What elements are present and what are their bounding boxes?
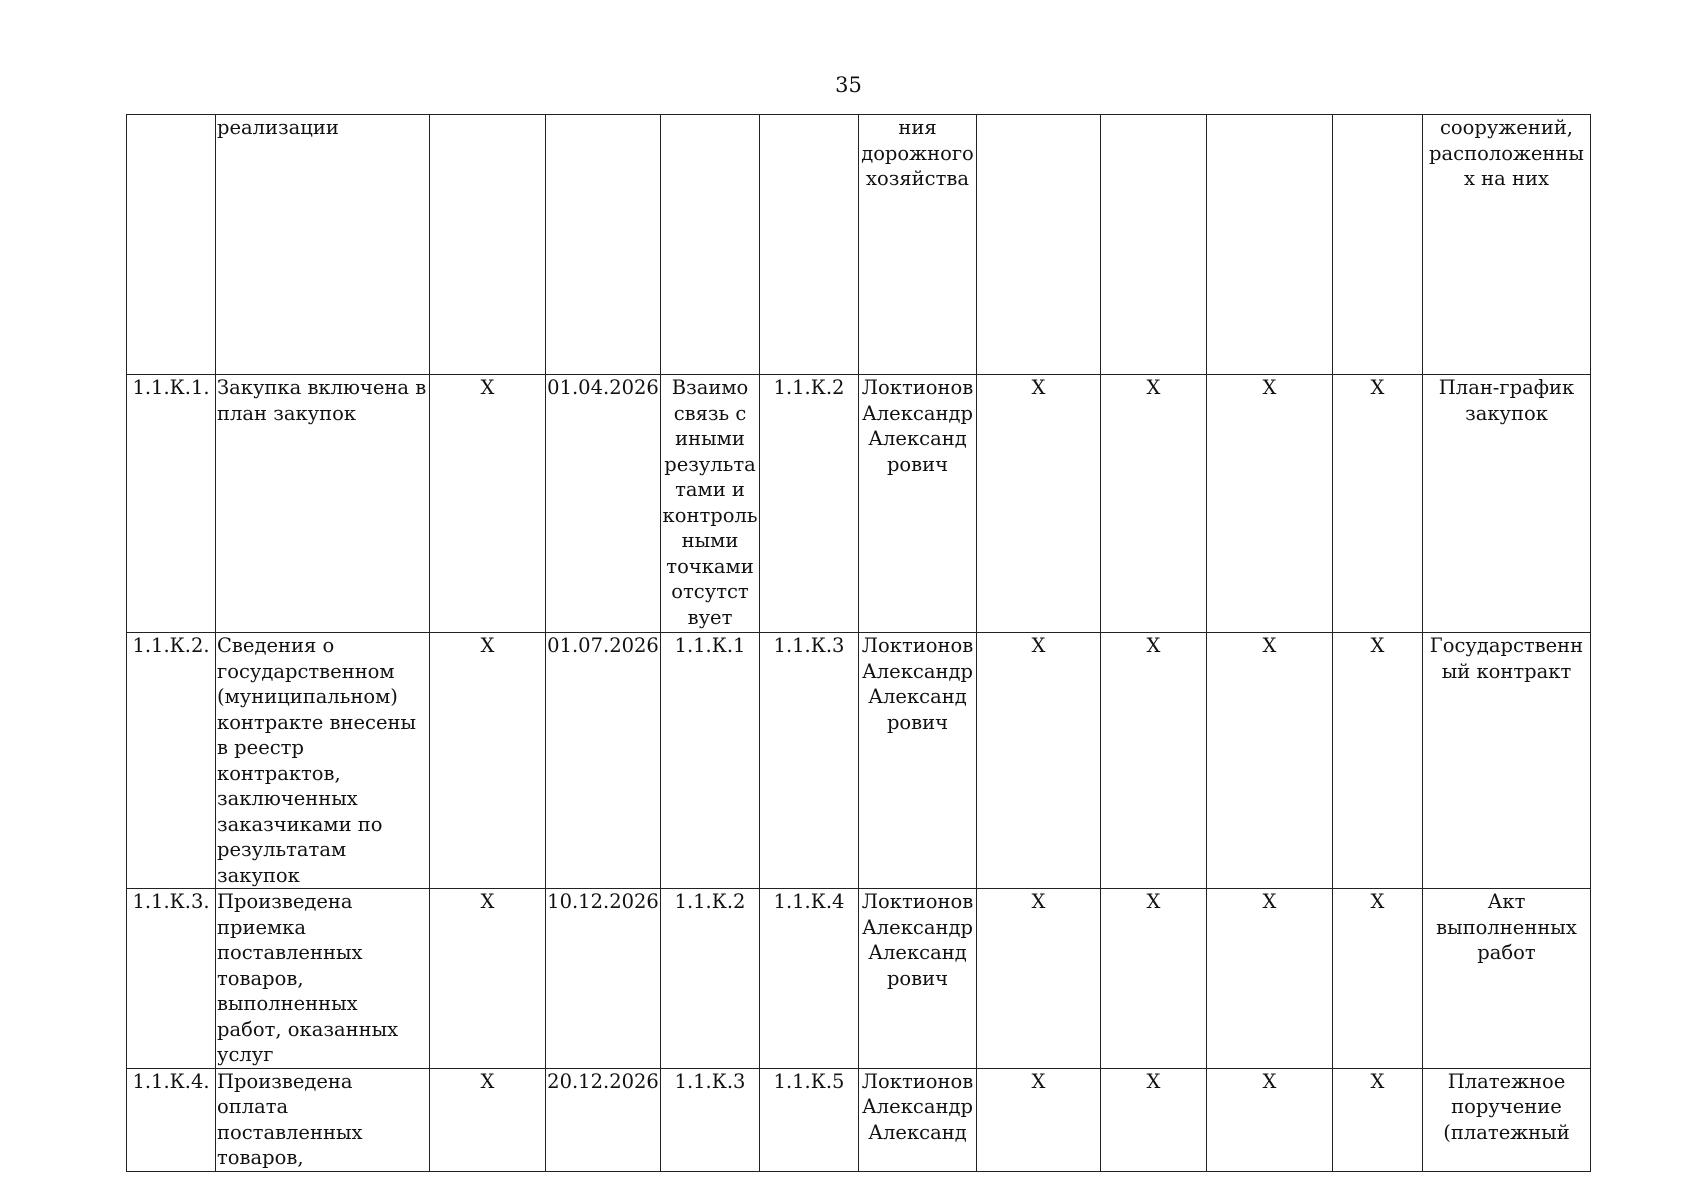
cell-col8: X — [977, 375, 1101, 633]
cell-document: сооружений, расположенных на них — [1423, 115, 1591, 375]
cell-col9: X — [1101, 889, 1207, 1069]
page-number: 35 — [835, 73, 862, 97]
cell-col11: X — [1333, 633, 1423, 889]
cell-col11: X — [1333, 1068, 1423, 1171]
cell-predecessor: Взаимо связь с иными результа тами и контроль ными точками отсутст вует — [661, 375, 760, 633]
cell-date — [546, 115, 661, 375]
cell-responsible: Локтионов Александр Александ рович — [859, 375, 977, 633]
cell-col10: X — [1207, 633, 1333, 889]
cell-date: 20.12.2026 — [546, 1068, 661, 1171]
cell-name: Закупка включена в план закупок — [216, 375, 430, 633]
cell-document: Государственный контракт — [1423, 633, 1591, 889]
cell-responsible: Локтионов Александр Александ рович — [859, 889, 977, 1069]
cell-number: 1.1.К.1. — [127, 375, 216, 633]
cell-col8: X — [977, 1068, 1101, 1171]
cell-col11: X — [1333, 889, 1423, 1069]
cell-responsible: Локтионов Александр Александ — [859, 1068, 977, 1171]
cell-col3 — [430, 115, 546, 375]
cell-col9: X — [1101, 633, 1207, 889]
cell-number: 1.1.К.3. — [127, 889, 216, 1069]
table-row — [127, 633, 1591, 889]
cell-predecessor: 1.1.К.2 — [661, 889, 760, 1069]
cell-col9 — [1101, 115, 1207, 375]
cell-name: реализации — [216, 115, 430, 375]
cell-date: 01.07.2026 — [546, 633, 661, 889]
cell-col11: X — [1333, 375, 1423, 633]
cell-col9: X — [1101, 375, 1207, 633]
cell-successor: 1.1.К.4 — [760, 889, 859, 1069]
table-row — [127, 375, 1591, 633]
cell-name: Сведения о государственном (муниципальном) контракте внесены в реестр контрактов, заключенных заказчиками по результатам закупок — [216, 633, 430, 889]
cell-col8: X — [977, 889, 1101, 1069]
cell-col3: X — [430, 375, 546, 633]
cell-col3: X — [430, 1068, 546, 1171]
cell-predecessor: 1.1.К.1 — [661, 633, 760, 889]
plan-table — [126, 114, 1591, 1172]
cell-col8 — [977, 115, 1101, 375]
cell-col10: X — [1207, 1068, 1333, 1171]
cell-number: 1.1.К.2. — [127, 633, 216, 889]
cell-name: Произведена приемка поставленных товаров, выполненных работ, оказанных услуг — [216, 889, 430, 1069]
cell-predecessor — [661, 115, 760, 375]
cell-successor — [760, 115, 859, 375]
table-row — [127, 115, 1591, 375]
cell-number — [127, 115, 216, 375]
cell-col3: X — [430, 889, 546, 1069]
cell-responsible: Локтионов Александр Александ рович — [859, 633, 977, 889]
cell-successor: 1.1.К.3 — [760, 633, 859, 889]
table-row — [127, 1068, 1591, 1171]
table-row — [127, 889, 1591, 1069]
cell-successor: 1.1.К.5 — [760, 1068, 859, 1171]
cell-col8: X — [977, 633, 1101, 889]
cell-col10: X — [1207, 889, 1333, 1069]
cell-successor: 1.1.К.2 — [760, 375, 859, 633]
cell-date: 10.12.2026 — [546, 889, 661, 1069]
cell-number: 1.1.К.4. — [127, 1068, 216, 1171]
cell-document: Платежное поручение (платежный — [1423, 1068, 1591, 1171]
cell-name: Произведена оплата поставленных товаров, — [216, 1068, 430, 1171]
cell-col10: X — [1207, 375, 1333, 633]
cell-document: План-график закупок — [1423, 375, 1591, 633]
cell-document: Акт выполненных работ — [1423, 889, 1591, 1069]
cell-predecessor: 1.1.К.3 — [661, 1068, 760, 1171]
cell-col11 — [1333, 115, 1423, 375]
cell-col10 — [1207, 115, 1333, 375]
cell-col9: X — [1101, 1068, 1207, 1171]
cell-responsible: ния дорожного хозяйства — [859, 115, 977, 375]
cell-date: 01.04.2026 — [546, 375, 661, 633]
cell-col3: X — [430, 633, 546, 889]
